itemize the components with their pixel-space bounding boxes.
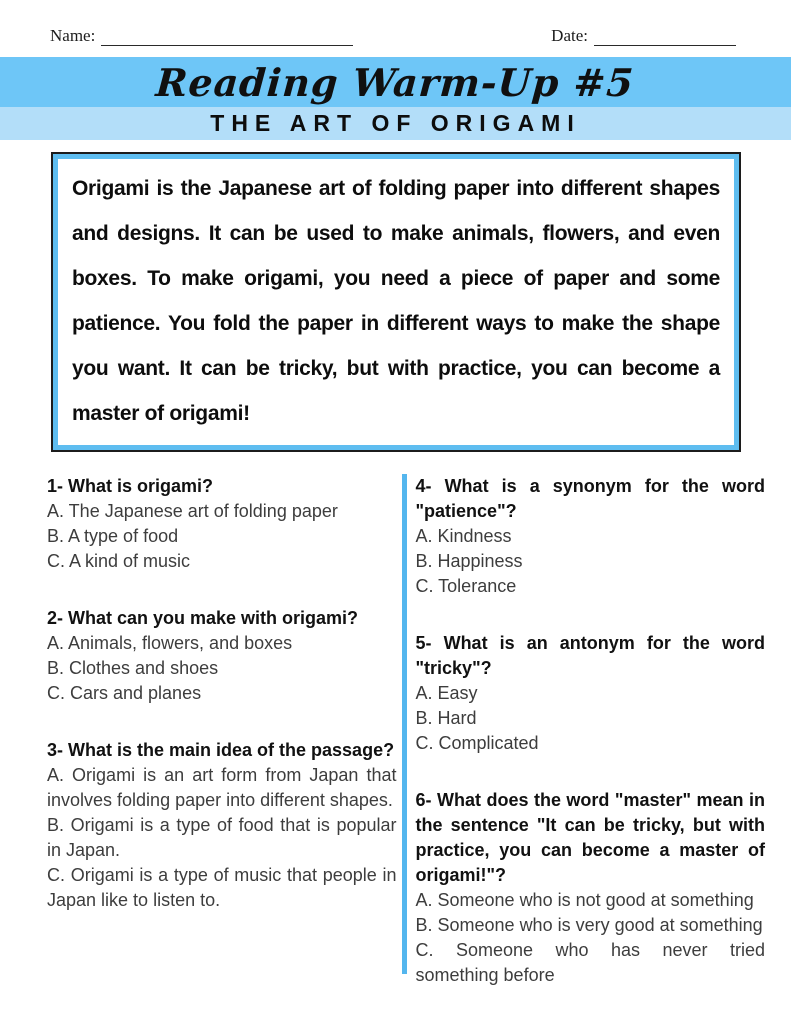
questions-left-column <box>47 474 397 988</box>
question-1-prompt: 1- What is origami? <box>47 476 214 496</box>
date-blank-line <box>594 30 736 46</box>
question-6-option-b: B. Someone who is very good at something <box>415 915 763 935</box>
question-3-prompt: 3- What is the main idea of the passage? <box>47 740 395 760</box>
question-4 <box>416 474 766 599</box>
header-row <box>0 0 791 46</box>
question-2-option-c: C. Cars and planes <box>47 683 202 703</box>
question-4-option-a: A. Kindness <box>415 526 512 546</box>
question-5 <box>416 631 766 756</box>
question-6-option-c: C. Someone who has never tried something before <box>415 940 765 985</box>
passage-title: THE ART OF ORIGAMI <box>210 110 581 136</box>
name-label: Name: <box>50 26 96 45</box>
date-label: Date: <box>551 26 588 45</box>
question-5-option-a: A. Easy <box>415 683 478 703</box>
worksheet-title: Reading Warm-Up #5 <box>154 59 637 105</box>
question-3-option-b: B. Origami is a type of food that is popular in Japan. <box>47 815 397 860</box>
question-6 <box>416 788 766 988</box>
question-4-prompt: 4- What is a synonym for the word "patience"? <box>415 476 765 521</box>
title-banner <box>0 57 791 107</box>
question-1-option-c: C. A kind of music <box>47 551 191 571</box>
questions-right-column <box>407 474 766 988</box>
date-field <box>551 26 736 46</box>
question-5-prompt: 5- What is an antonym for the word "tricky"? <box>415 633 765 678</box>
question-3-option-c: C. Origami is a type of music that people in Japan like to listen to. <box>47 865 397 910</box>
question-4-option-c: C. Tolerance <box>415 576 517 596</box>
question-4-option-b: B. Happiness <box>415 551 523 571</box>
subtitle-band <box>0 107 791 140</box>
name-blank-line <box>101 30 353 46</box>
question-2-option-a: A. Animals, flowers, and boxes <box>47 633 293 653</box>
passage-box <box>53 154 739 450</box>
question-5-option-b: B. Hard <box>415 708 477 728</box>
question-6-prompt: 6- What does the word "master" mean in the sentence "It can be tricky, but with practice, you can become a master of origami!"? <box>415 790 765 885</box>
question-2-prompt: 2- What can you make with origami? <box>47 608 359 628</box>
name-field <box>50 26 353 46</box>
question-1 <box>47 474 397 574</box>
passage-text: Origami is the Japanese art of folding paper into different shapes and designs. It can be used to make animals, flowers, and even boxes. To make origami, you need a piece of paper and some patience. You fold the paper in different ways to make the shape you want. It can be tricky, but with practice, you can become a master of origami! <box>72 177 720 425</box>
question-3-option-a: A. Origami is an art form from Japan that involves folding paper into different shapes. <box>47 765 397 810</box>
question-2 <box>47 606 397 706</box>
question-1-option-b: B. A type of food <box>47 526 179 546</box>
questions-section <box>0 450 791 988</box>
question-6-option-a: A. Someone who is not good at something <box>415 890 754 910</box>
question-3 <box>47 738 397 913</box>
question-5-option-c: C. Complicated <box>415 733 539 753</box>
question-2-option-b: B. Clothes and shoes <box>47 658 219 678</box>
question-1-option-a: A. The Japanese art of folding paper <box>47 501 338 521</box>
